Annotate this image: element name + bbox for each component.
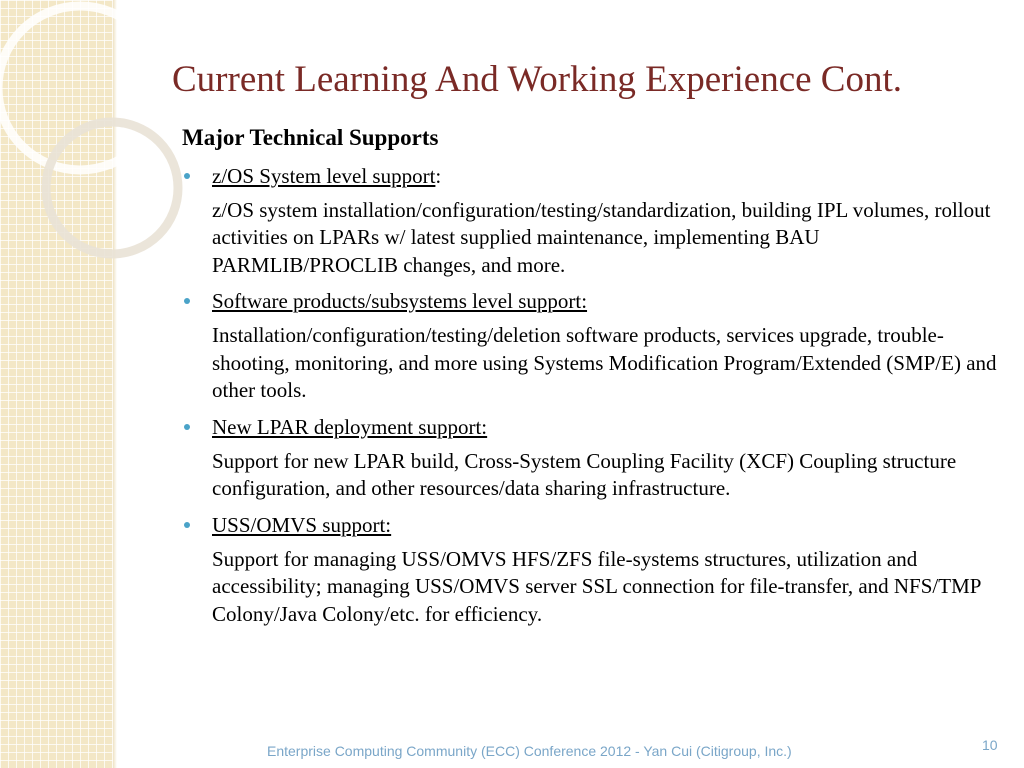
bullet-item xyxy=(182,511,1002,629)
section-heading: Major Technical Supports xyxy=(182,125,439,150)
bullet-title: USS/OMVS support: xyxy=(212,512,392,537)
bullet-title: Software products/subsystems level support: xyxy=(212,289,588,314)
slide-title: Current Learning And Working Experience Cont. xyxy=(172,59,902,100)
bullet-title: z/OS System level support xyxy=(212,163,436,188)
slide-content xyxy=(182,124,1002,636)
page-number: 10 xyxy=(982,737,998,753)
bullet-item xyxy=(182,287,1002,405)
decorative-ring-small xyxy=(46,122,178,254)
bullet-item xyxy=(182,162,1002,280)
slide-footer: Enterprise Computing Community (ECC) Conference 2012 - Yan Cui (Citigroup, Inc.) xyxy=(267,743,792,759)
bullet-dot-icon xyxy=(184,522,190,528)
bullet-description: Support for new LPAR build, Cross-System Coupling Facility (XCF) Coupling structure configuration, and other resources/data sharing infrastructure. xyxy=(212,448,957,501)
bullet-dot-icon xyxy=(184,173,190,179)
bullet-item xyxy=(182,413,1002,503)
decorative-rings xyxy=(0,0,200,330)
decorative-ring-large xyxy=(0,6,162,170)
bullet-title: New LPAR deployment support: xyxy=(212,414,488,439)
bullet-description: z/OS system installation/configuration/testing/standardization, building IPL volumes, rollout activities on LPARs w/ latest supplied maintenance, implementing BAU PARMLIB/PROCLIB changes, and more. xyxy=(212,197,991,277)
bullet-description: Installation/configuration/testing/deletion software products, services upgrade, trouble-shooting, monitoring, and more using Systems Modification Program/Extended (SMP/E) and other tools. xyxy=(212,323,997,403)
bullet-dot-icon xyxy=(184,424,190,430)
bullet-description: Support for managing USS/OMVS HFS/ZFS file-systems structures, utilization and accessibility; managing USS/OMVS server SSL connection for file-transfer, and NFS/TMP Colony/Java Colony/etc. for efficiency. xyxy=(212,546,981,626)
bullet-title-suffix: : xyxy=(435,163,442,188)
bullet-dot-icon xyxy=(184,298,190,304)
